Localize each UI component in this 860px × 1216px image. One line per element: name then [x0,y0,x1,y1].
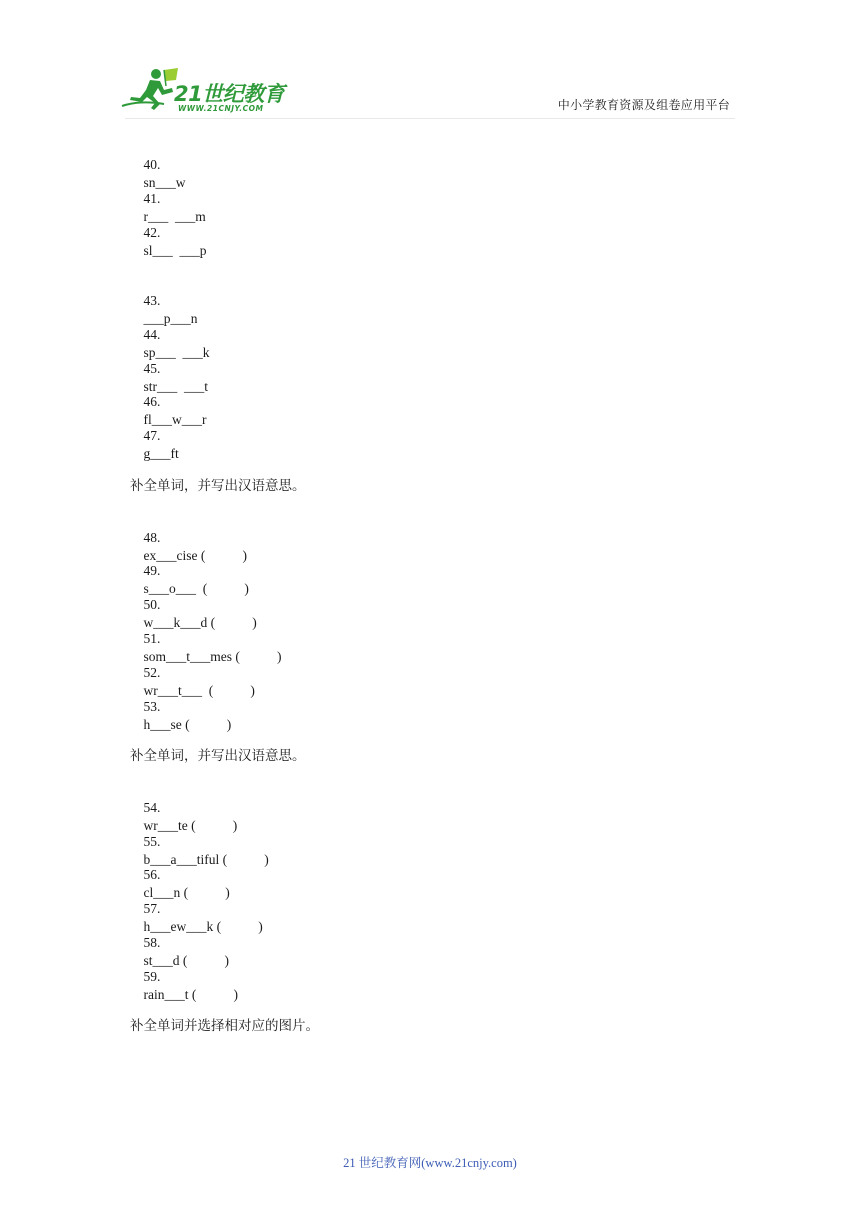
item-text: ___p___n [143,311,198,326]
item-number: 49. [143,563,161,578]
item-number: 47. [143,428,161,443]
item-number: 50. [143,597,161,612]
item-number: 55. [143,834,161,849]
item-number: 46. [143,394,161,409]
item-number: 54. [143,800,161,815]
item-text: wr___te ( ) [143,818,238,833]
item-text: som___t___mes ( ) [143,649,282,664]
item-text: h___se ( ) [143,717,232,732]
item-number: 56. [143,867,161,882]
item-number: 42. [143,225,161,240]
item-text: fl___w___r [143,412,207,427]
item-text: cl___n ( ) [143,885,230,900]
item-text: r___ ___m [143,209,206,224]
item-text: g___ft [143,446,179,461]
site-logo [120,66,290,118]
item-text: sn___w [143,175,186,190]
item-text: sl___ ___p [143,243,207,258]
item-number: 58. [143,935,161,950]
item-number: 43. [143,293,161,308]
item-text: rain___t ( ) [143,987,238,1002]
item-text: h___ew___k ( ) [143,919,263,934]
page-header [0,0,860,125]
item-number: 51. [143,631,161,646]
exercise-item [130,409,179,481]
item-text: b___a___tiful ( ) [143,852,269,867]
item-number: 59. [143,969,161,984]
site-tagline: 中小学教育资源及组卷应用平台 [557,98,730,112]
item-number: 41. [143,191,161,206]
section-heading: 补全单词，并写出汉语意思。 [130,478,306,494]
exercise-item [130,950,238,1022]
item-number: 53. [143,699,161,714]
logo-url: WWW.21CNJY.COM [178,104,264,113]
item-text: ex___cise ( ) [143,548,247,563]
item-number: 57. [143,901,161,916]
section-heading: 补全单词并选择相对应的图片。 [130,1018,319,1034]
item-number: 52. [143,665,161,680]
item-text: wr___t___ ( ) [143,683,255,698]
logo-text: 21世纪教育 [174,82,285,106]
exercise-item [130,206,207,278]
page-footer: 21 世纪教育网(www.21cnjy.com) [343,1156,517,1170]
item-text: w___k___d ( ) [143,615,257,630]
item-number: 48. [143,530,161,545]
item-text: str___ ___t [143,379,209,394]
item-text: st___d ( ) [143,953,229,968]
item-number: 44. [143,327,161,342]
item-text: s___o___ ( ) [143,581,249,596]
item-number: 40. [143,157,161,172]
section-heading: 补全单词，并写出汉语意思。 [130,748,306,764]
item-number: 45. [143,361,161,376]
item-text: sp___ ___k [143,345,210,360]
exercise-item [130,680,231,752]
header-divider [125,118,735,119]
